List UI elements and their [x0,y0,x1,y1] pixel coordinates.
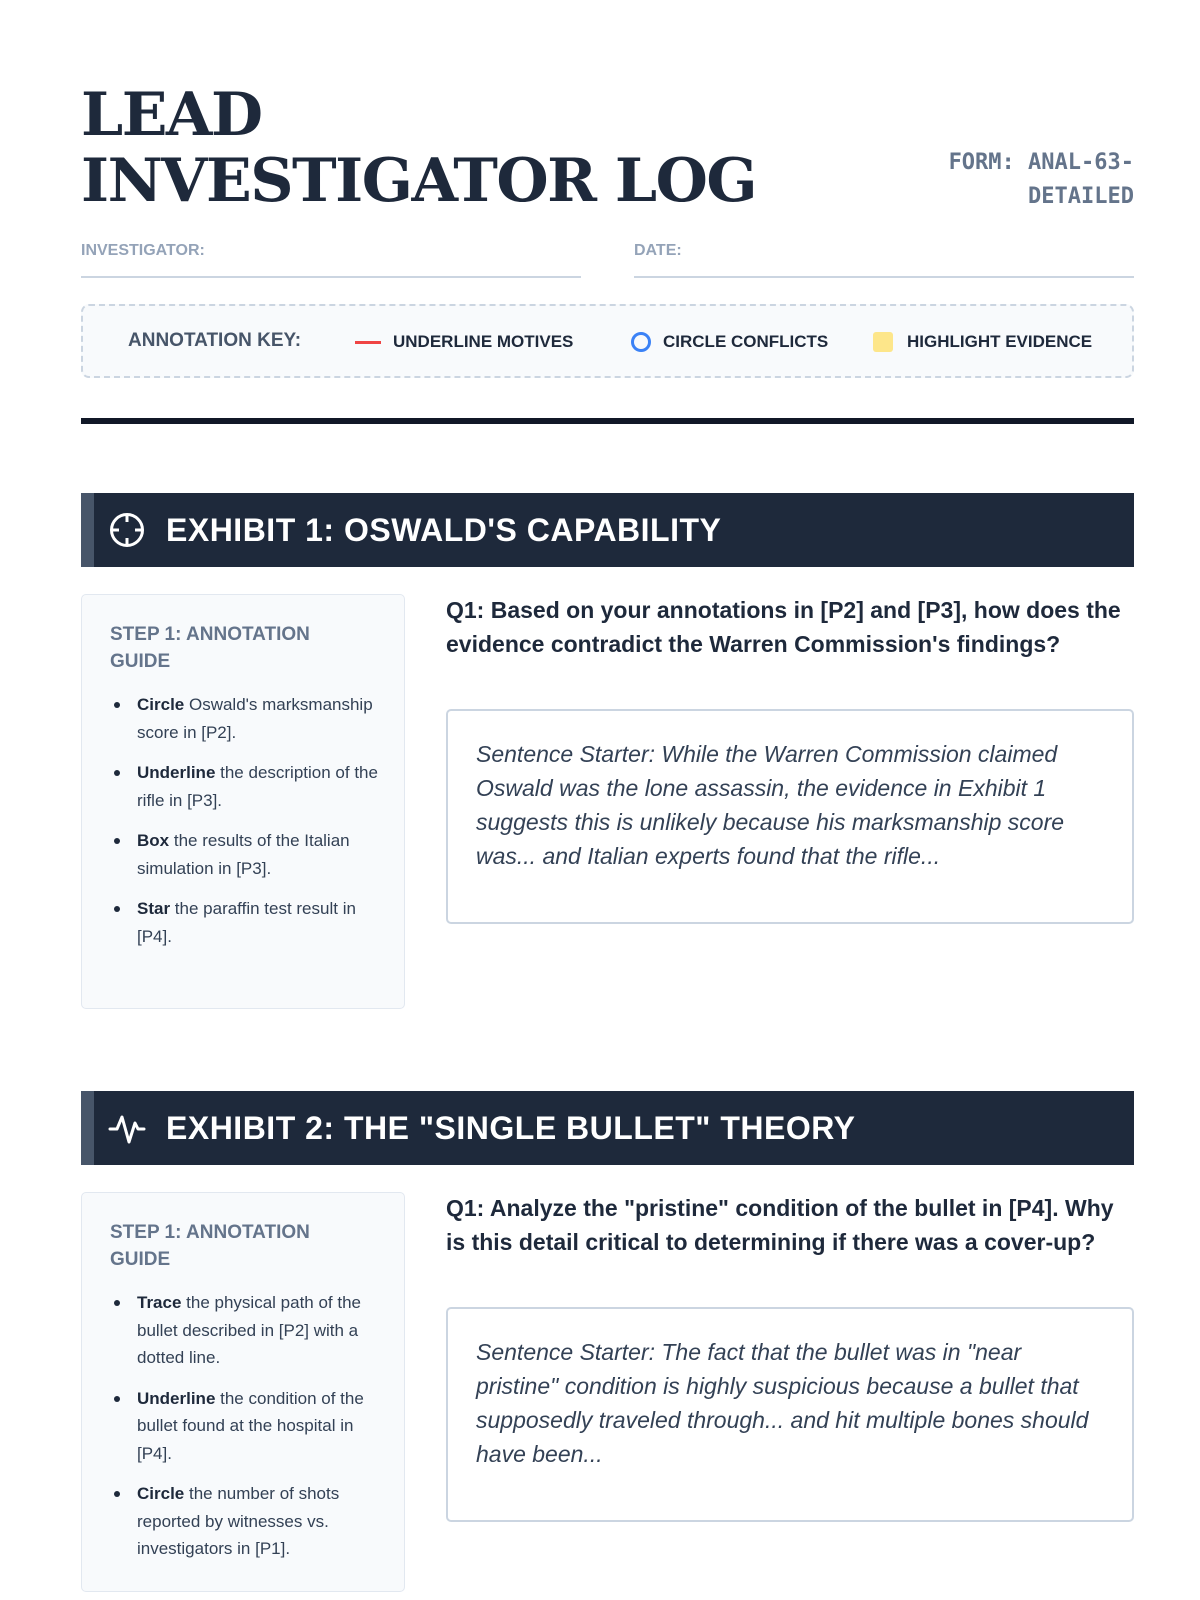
exhibit-1-question: Q1: Based on your annotations in [P2] and [P3], how does the evidence contradict the Warren Commission's findings? [446,597,1121,657]
form-code: FORM: ANAL-63-DETAILED [948,150,1134,209]
worksheet-page [81,0,1134,1558]
legend-underline-label: UNDERLINE MOTIVES [393,332,574,351]
step-verb: Star [137,899,171,918]
date-label: DATE: [634,242,682,259]
step-text: the description of the rifle in [P3]. [137,763,378,810]
legend-highlight-label: HIGHLIGHT EVIDENCE [907,332,1093,351]
step-verb: Circle [137,1484,185,1503]
exhibit-2-header [81,1091,1134,1165]
step-text: the physical path of the bullet described in [P2] with a dotted line. [137,1293,361,1367]
highlight-swatch-icon [873,332,893,352]
page-title: LEAD INVESTIGATOR LOG [81,80,757,216]
underline-swatch-icon [355,341,381,344]
step-text: Oswald's marksmanship score in [P2]. [137,695,373,742]
exhibit-1-title: EXHIBIT 1: OSWALD'S CAPABILITY [166,512,722,548]
exhibit-2-answer-box[interactable] [446,1307,1134,1522]
exhibit-2-title: EXHIBIT 2: THE "SINGLE BULLET" THEORY [166,1110,856,1146]
exhibit-1-annotation-guide [81,594,405,1009]
date-field[interactable] [634,240,1134,278]
annotation-key [81,304,1134,378]
activity-icon [108,1109,146,1147]
section-divider [81,418,1134,424]
exhibit-1-answer-box[interactable] [446,709,1134,924]
step-verb: Trace [137,1293,182,1312]
guide-title: STEP 1: ANNOTATION GUIDE [110,1222,310,1270]
guide-step [110,759,380,814]
exhibit-1-header [81,493,1134,567]
annotation-key-title: ANNOTATION KEY: [128,330,302,351]
step-verb: Underline [137,763,216,782]
circle-swatch-icon [631,332,651,352]
guide-steps [110,1289,380,1576]
guide-steps [110,691,380,963]
step-text: the results of the Italian simulation in [P3]. [137,831,350,878]
guide-step [110,1289,380,1372]
crosshair-icon [108,511,146,549]
header-fields [81,240,1134,278]
guide-step [110,691,380,746]
guide-title: STEP 1: ANNOTATION GUIDE [110,624,310,672]
step-text: the paraffin test result in [P4]. [137,899,356,946]
step-text: the condition of the bullet found at the hospital in [P4]. [137,1388,364,1463]
investigator-label: INVESTIGATOR: [81,242,205,259]
guide-step [110,1385,380,1468]
sentence-starter: Sentence Starter: The fact that the bullet was in "near pristine" condition is highly suspicious because a bullet that supposedly traveled through... and hit multiple bones should have been... [476,1339,1089,1467]
guide-step [110,827,380,882]
guide-step [110,1480,380,1563]
guide-step [110,895,380,950]
investigator-field[interactable] [81,240,581,278]
step-verb: Circle [137,695,185,714]
step-verb: Box [137,831,170,850]
page-header [81,0,1134,225]
step-text: the number of shots reported by witnesses vs. investigators in [P1]. [137,1484,340,1558]
exhibit-2-question: Q1: Analyze the "pristine" condition of the bullet in [P4]. Why is this detail critical to determining if there was a cover-up? [446,1195,1114,1255]
sentence-starter: Sentence Starter: While the Warren Commission claimed Oswald was the lone assassin, the evidence in Exhibit 1 suggests this is unlikely because his marksmanship score was... and Italian experts found that the rifle... [476,741,1065,869]
legend-circle-label: CIRCLE CONFLICTS [663,332,829,351]
step-verb: Underline [137,1388,216,1408]
exhibit-2-annotation-guide [81,1192,405,1592]
